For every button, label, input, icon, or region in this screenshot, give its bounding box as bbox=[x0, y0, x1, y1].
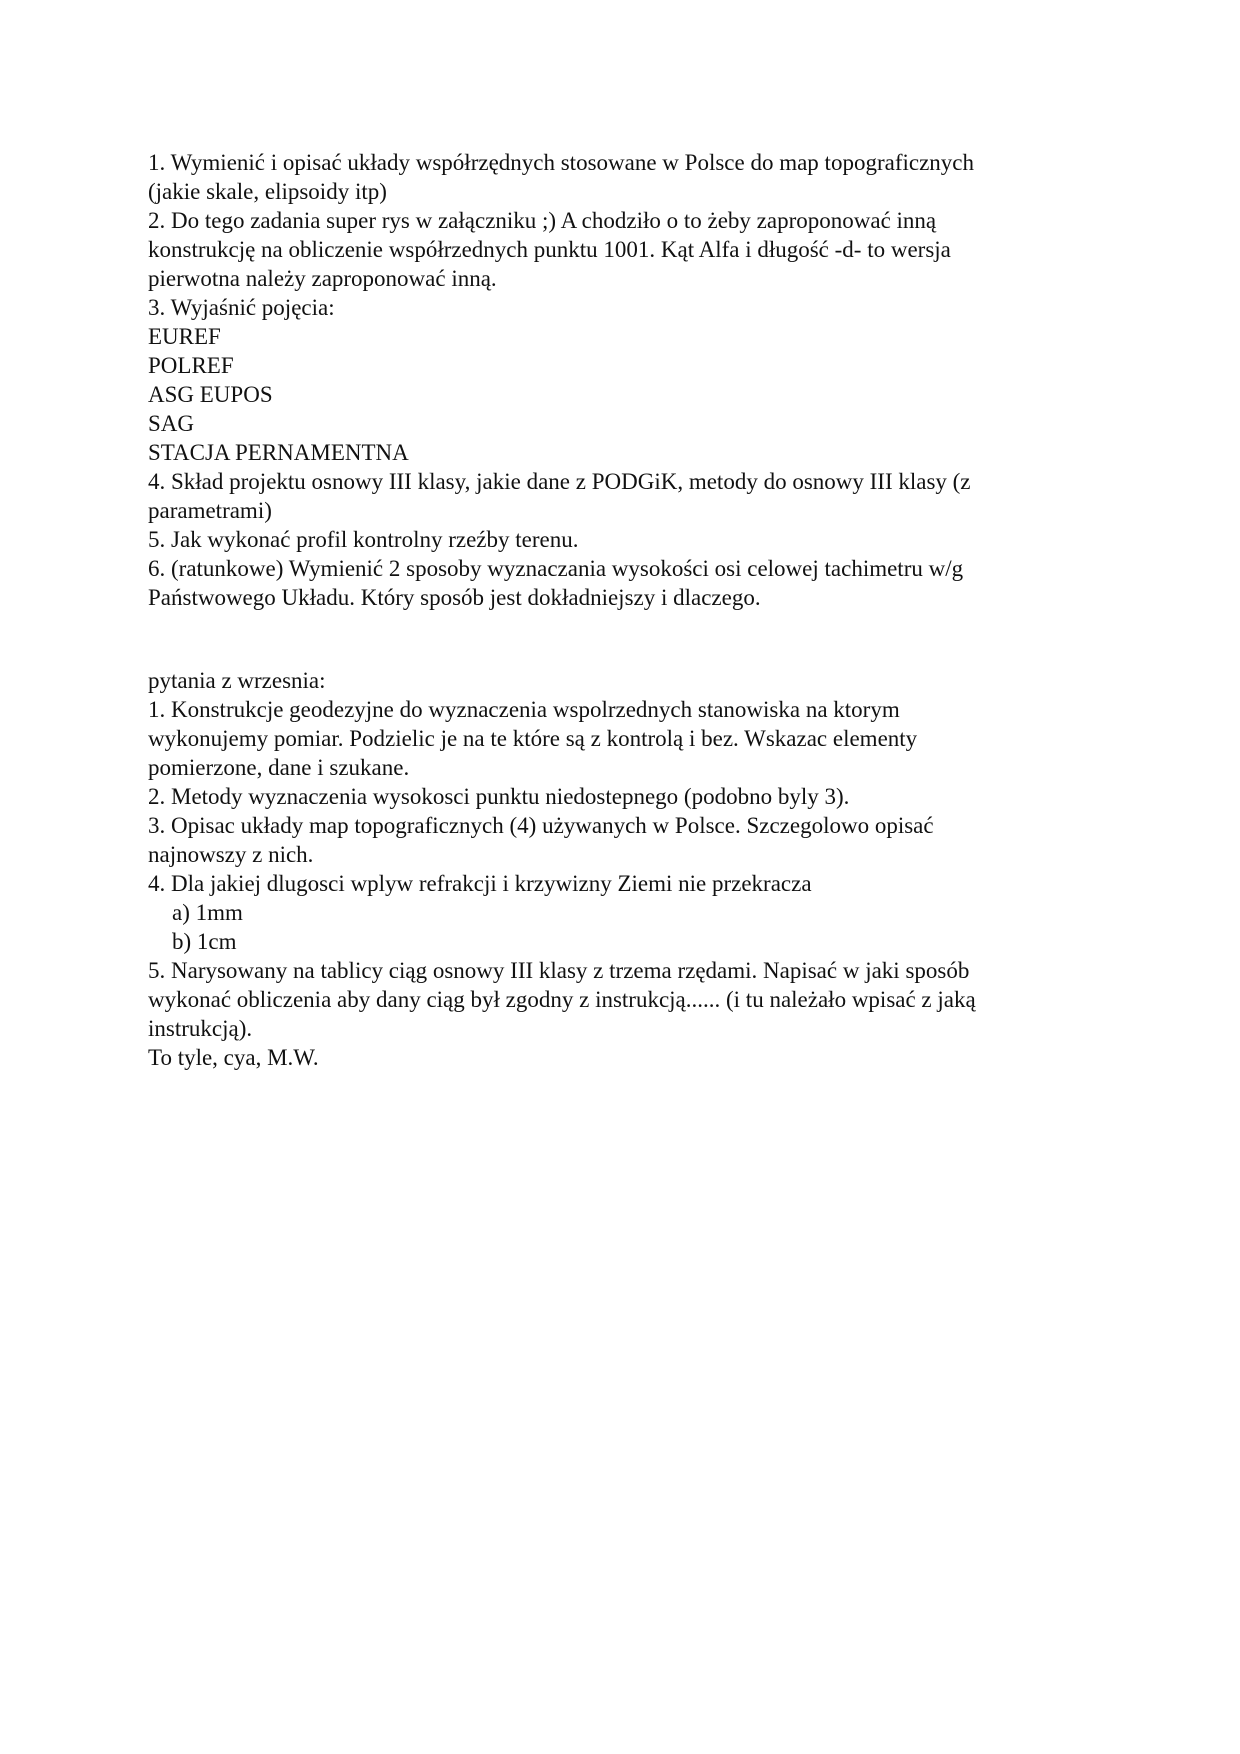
text-line: wykonać obliczenia aby dany ciąg był zgodny z instrukcją...... (i tu należało wpisać z jaką bbox=[148, 987, 976, 1012]
sub-item: b) 1cm bbox=[172, 929, 237, 954]
sub-item: a) 1mm bbox=[172, 900, 243, 925]
text-line: 4. Skład projektu osnowy III klasy, jakie dane z PODGiK, metody do osnowy III klasy (z bbox=[148, 469, 971, 494]
text-line: 5. Narysowany na tablicy ciąg osnowy III klasy z trzema rzędami. Napisać w jaki sposób bbox=[148, 958, 970, 983]
text-line: 3. Wyjaśnić pojęcia: bbox=[148, 295, 335, 320]
section-heading: pytania z wrzesnia: bbox=[148, 668, 326, 693]
text-line: 6. (ratunkowe) Wymienić 2 sposoby wyznaczania wysokości osi celowej tachimetru w/g bbox=[148, 556, 964, 581]
text-line: pomierzone, dane i szukane. bbox=[148, 755, 410, 780]
term-stacja-pernamentna: STACJA PERNAMENTNA bbox=[148, 440, 409, 465]
term-euref: EUREF bbox=[148, 324, 221, 349]
text-line: 5. Jak wykonać profil kontrolny rzeźby terenu. bbox=[148, 527, 579, 552]
text-line: 1. Konstrukcje geodezyjne do wyznaczenia wspolrzednych stanowiska na ktorym bbox=[148, 697, 900, 722]
text-line: parametrami) bbox=[148, 498, 272, 523]
text-line: najnowszy z nich. bbox=[148, 842, 314, 867]
text-line: instrukcją). bbox=[148, 1016, 253, 1041]
text-line: 2. Do tego zadania super rys w załączniku ;) A chodziło o to żeby zaproponować inną bbox=[148, 208, 937, 233]
text-line: 2. Metody wyznaczenia wysokosci punktu niedostepnego (podobno byly 3). bbox=[148, 784, 850, 809]
term-asg-eupos: ASG EUPOS bbox=[148, 382, 273, 407]
questions-section bbox=[148, 148, 1068, 612]
september-questions-section bbox=[148, 666, 1068, 1072]
term-sag: SAG bbox=[148, 411, 195, 436]
text-line: 1. Wymienić i opisać układy współrzędnych stosowane w Polsce do map topograficznych bbox=[148, 150, 974, 175]
text-line: konstrukcję na obliczenie współrzednych punktu 1001. Kąt Alfa i długość -d- to wersja bbox=[148, 237, 951, 262]
signature-line: To tyle, cya, M.W. bbox=[148, 1045, 319, 1070]
text-line: pierwotna należy zaproponować inną. bbox=[148, 266, 497, 291]
text-line: (jakie skale, elipsoidy itp) bbox=[148, 179, 387, 204]
text-line: Państwowego Układu. Który sposób jest dokładniejszy i dlaczego. bbox=[148, 585, 761, 610]
text-line: wykonujemy pomiar. Podzielic je na te które są z kontrolą i bez. Wskazac elementy bbox=[148, 726, 918, 751]
text-line: 4. Dla jakiej dlugosci wplyw refrakcji i krzywizny Ziemi nie przekracza bbox=[148, 871, 812, 896]
text-line: 3. Opisac układy map topograficznych (4) używanych w Polsce. Szczegolowo opisać bbox=[148, 813, 934, 838]
term-polref: POLREF bbox=[148, 353, 234, 378]
